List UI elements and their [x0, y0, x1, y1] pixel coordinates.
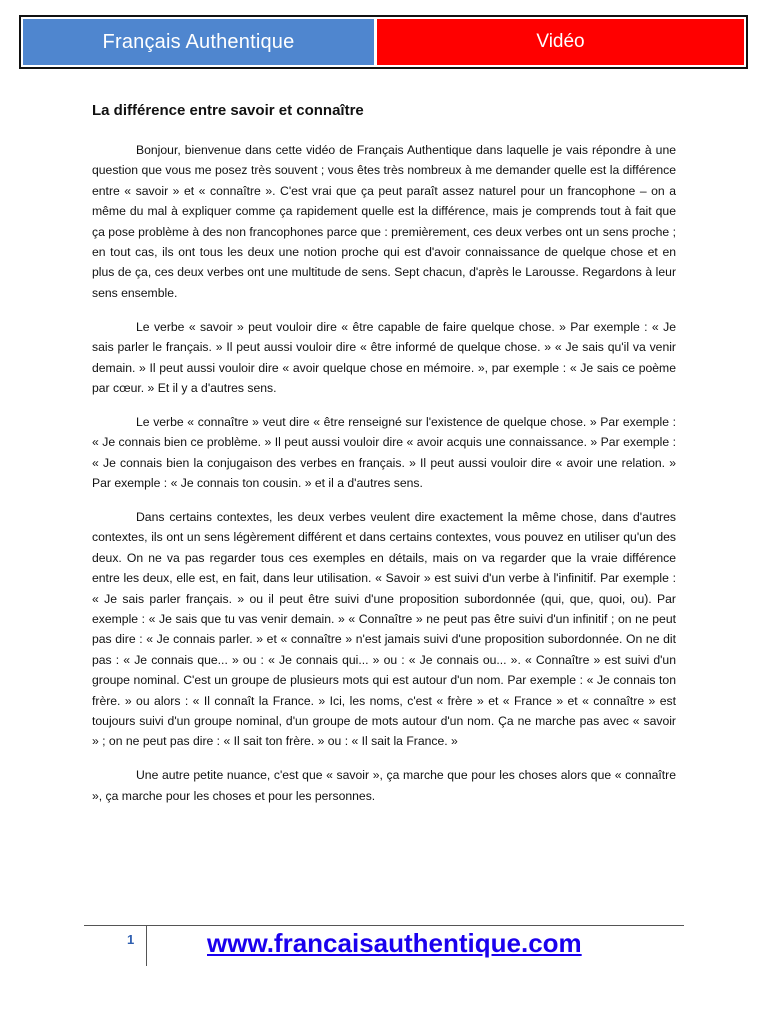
paragraph-intro: Bonjour, bienvenue dans cette vidéo de Français Authentique dans laquelle je vais répondre à une question que vous me posez très souvent ; vous êtes très nombreux à me demander quelle est la différence entre « savoir » et « connaître ». C'est vrai que ça peut paraît assez naturel pour un francophone – on a même du mal à expliquer comme ça rapidement quelle est la différence, mais je comprends tout à fait que ça pose problème à des non francophones parce que : premièrement, ces deux verbes ont un sens proche ; en tout cas, ils ont tous les deux une notion proche qui est d'avoir connaissance de quelque chose et en plus de ça, ces deux verbes ont une multitude de sens. Sept chacun, d'après le Larousse. Regardons à leur sens ensemble. [92, 143, 676, 300]
page-header [19, 15, 748, 69]
document-body [92, 140, 676, 820]
page-number: 1 [127, 932, 135, 947]
paragraph-usage: Dans certains contextes, les deux verbes veulent dire exactement la même chose, dans d'autres contextes, ils ont un sens légèrement différent et dans certains contextes, vous pouvez en utiliser qu'un des deux. On ne va pas regarder tous ces exemples en détails, mais on va regarder que la vraie différence entre les deux, elle est, en fait, dans leur utilisation. « Savoir » est suivi d'un verbe à l'infinitif. Par exemple : « Je sais parler français. » ou il peut être suivi d'une proposition subordonnée (qui, que, quoi, ou). Par exemple : « Je sais que tu vas venir demain. » « Connaître » ne peut pas être suivi d'un infinitif ; on ne peut pas dire : « Je connais parler. » et « connaître » n'est jamais suivi d'une proposition subordonnée. On ne dit pas : « Je connais que... » ou : « Je connais qui... » ou : « Je connais ou... ». « Connaître » est suivi d'un groupe nominal. C'est un groupe de plusieurs mots qui est autour d'un nom. Par exemple : « Je connais ton frère. » ou alors : « Il connaît la France. » Ici, les noms, c'est « frère » et « France » et « connaître » est toujours suivi d'un groupe nominal, d'un groupe de mots autour d'un nom. Ça ne marche pas avec « savoir » ; on ne peut pas dire : « Il sait ton frère. » ou : « Il sait la France. » [92, 510, 676, 749]
paragraph-savoir: Le verbe « savoir » peut vouloir dire « être capable de faire quelque chose. » Par exemple : « Je sais parler le français. » Il peut aussi vouloir dire « être informé de quelque chose. » « Je sais qu'il va venir demain. » Il peut aussi vouloir dire « avoir quelque chose en mémoire. », par exemple : « Je sais ce poème par cœur. » Et il y a d'autres sens. [92, 319, 676, 395]
header-video-label: Vidéo [377, 19, 744, 65]
footer-divider [84, 925, 684, 926]
header-brand-title: Français Authentique [23, 19, 374, 65]
paragraph-connaitre: Le verbe « connaître » veut dire « être renseigné sur l'existence de quelque chose. » Par exemple : « Je connais bien ce problème. » Il peut aussi vouloir dire « avoir acquis une connaissance. » Par exemple : « Je connais bien la conjugaison des verbes en français. » Il peut aussi vouloir dire « avoir une relation. » Par exemple : « Je connais ton cousin. » et il a d'autres sens. [92, 414, 676, 491]
website-link[interactable]: www.francaisauthentique.com [207, 928, 582, 958]
paragraph-nuance: Une autre petite nuance, c'est que « savoir », ça marche que pour les choses alors que « connaître », ça marche pour les choses et pour les personnes. [92, 768, 676, 803]
document-title: La différence entre savoir et connaître [92, 102, 364, 119]
footer-vertical-divider [146, 926, 147, 966]
